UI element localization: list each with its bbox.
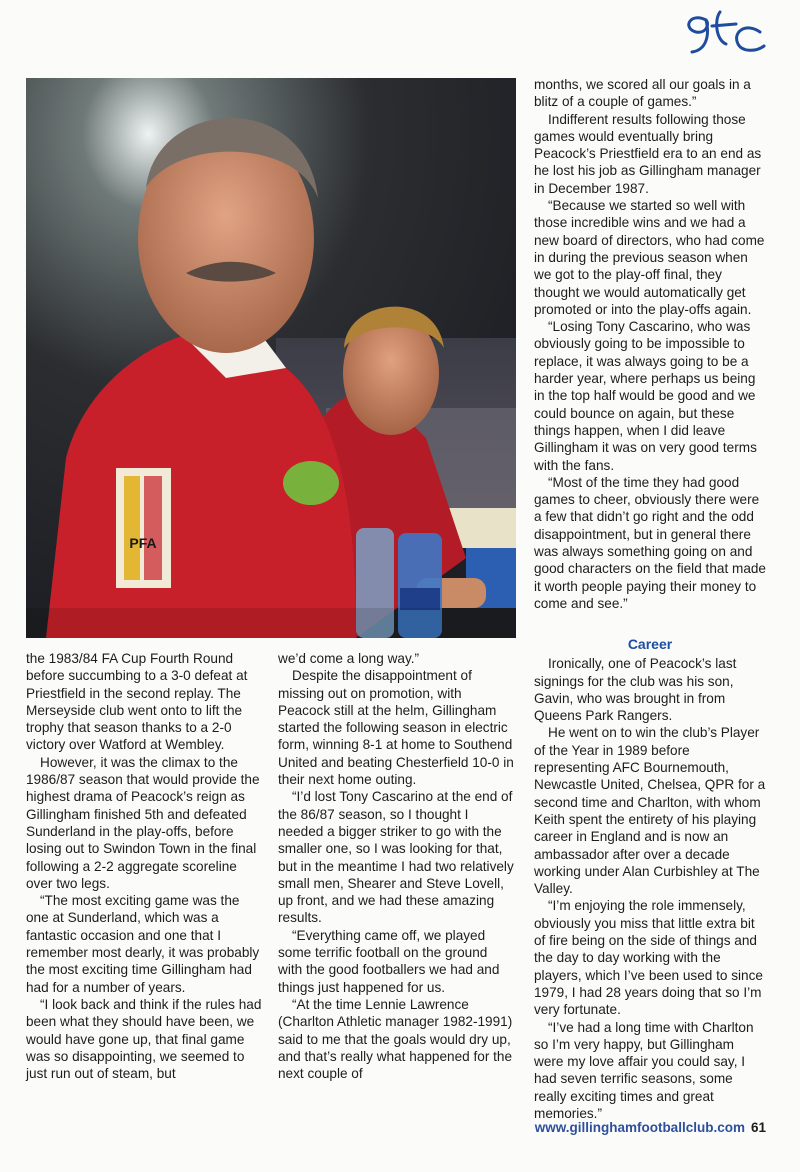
paragraph: “At the time Lennie Lawrence (Charlton Athletic manager 1982-1991) said to me that the goals would dry up, and that’s really what happened for the next couple of — [278, 996, 513, 1082]
website-url: www.gillinghamfootballclub.com — [534, 1120, 745, 1135]
article-column-left — [26, 650, 262, 1082]
paragraph: Despite the disappointment of missing out on promotion, with Peacock still at the helm, Gillingham started the following season in electric form, winning 8-1 at home to Southend United and beating Chesterfield 10-0 in their next home outing. — [278, 668, 514, 788]
paragraph: “I look back and think if the rules had been what they should have been, we would have gone up, that final game was so disappointing, we seemed to just run out of steam, but — [26, 996, 262, 1082]
paragraph: “Most of the time they had good games to cheer, obviously there were a few that didn’t go right and the odd disappointment, but in general there was always something going on and good characters on the field that made it worth people paying their money to come and see.” — [534, 474, 766, 611]
photo-two-managers-icon — [26, 78, 516, 638]
paragraph: “The most exciting game was the one at Sunderland, which was a fantastic occasion and one that I remember most dearly, it was probably the most exciting time Gillingham had had for a number of years. — [26, 893, 260, 995]
paragraph: we’d come a long way.” — [278, 651, 420, 666]
article-column-right-top — [534, 76, 766, 612]
pfa-badge-text: PFA — [129, 535, 157, 551]
paragraph: “I’m enjoying the role immensely, obviously you miss that little extra bit of fire being on the side of things and the day to day working with the players, which I’ve been used to since 1979, I had 28 years doing that so I’m very fortunate. — [534, 898, 763, 1018]
gfc-logo-icon — [676, 6, 772, 58]
managers-photo — [26, 78, 516, 638]
section-heading-career: Career — [627, 636, 673, 652]
article-column-middle — [278, 650, 514, 1082]
paragraph: However, it was the climax to the 1986/87 season that would provide the highest drama of Peacock’s reign as Gillingham finished 5th and defeated Sunderland in the play-offs, before losing out to Swindon Town in the final following a 2-2 aggregate scoreline over two legs. — [26, 754, 260, 891]
page-number: 61 — [750, 1120, 766, 1135]
paragraph: months, we scored all our goals in a blitz of a couple of games.” — [534, 77, 751, 110]
paragraph: “I’ve had a long time with Charlton so I’m very happy, but Gillingham were my love affair you could say, I had seven terrific seasons, some really exciting times and great memories.” — [534, 1019, 754, 1122]
paragraph: “Losing Tony Cascarino, who was obviously going to be impossible to replace, it was always going to be a harder year, where perhaps us being in the top half would be good and we could bounce on again, but these things happen, when I did leave Gillingham it was on very good terms with the fans. — [534, 319, 757, 473]
article-column-right-bottom — [534, 636, 766, 1122]
page-footer — [535, 1120, 766, 1135]
paragraph: Indifferent results following those games would eventually bring Peacock’s Priestfield era to an end as he lost his job as Gillingham manager in December 1987. — [534, 111, 762, 196]
paragraph: “I’d lost Tony Cascarino at the end of the 86/87 season, so I thought I needed a bigger striker to go with the smaller one, so I was looking for that, but in the meantime I had two relatively small men, Shearer and Steve Lovell, up front, and we had these amazing results. — [278, 789, 514, 926]
paragraph: the 1983/84 FA Cup Fourth Round before succumbing to a 3-0 defeat at Priestfield in the second replay. The Merseyside club went onto to lift the trophy that season thanks to a 2-0 victory over Watford at Wembley. — [26, 651, 248, 753]
paragraph: Ironically, one of Peacock’s last signings for the club was his son, Gavin, who was brought in from Queens Park Rangers. — [534, 656, 737, 724]
paragraph: “Because we started so well with those incredible wins and we had a new board of directors, who had come in during the previous season when we got to the play-off final, they thought we would automatically get promoted or into the play-offs again. — [534, 198, 765, 317]
paragraph: “Everything came off, we played some terrific football on the ground with the good footballers we had and things just happened for us. — [278, 927, 500, 995]
paragraph: He went on to win the club’s Player of the Year in 1989 before representing AFC Bournemouth, Newcastle United, Chelsea, QPR for a second time and Charlton, with whom Keith spent the entirety of his playing career in England and is now an ambassador after over a decade working under Alan Curbishley at The Valley. — [534, 725, 766, 897]
